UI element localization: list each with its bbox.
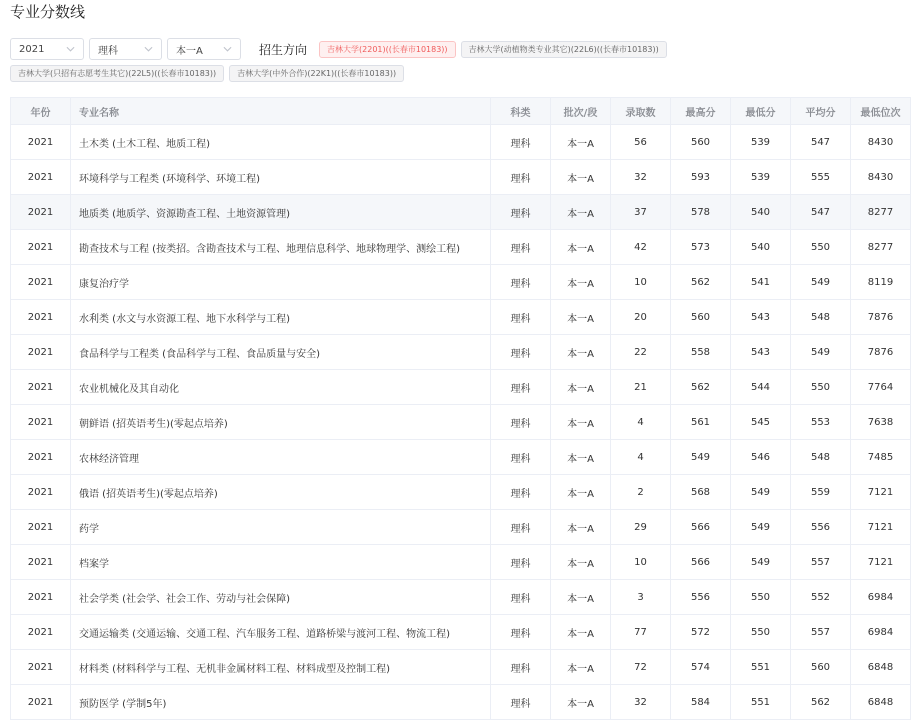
- cell-avg-score: 549: [791, 335, 851, 370]
- cell-max-score: 572: [671, 615, 731, 650]
- direction-tag[interactable]: 吉林大学(动植物类专业其它)(22L6)((长春市10183)): [461, 41, 667, 58]
- table-row[interactable]: [11, 335, 911, 370]
- table-row[interactable]: [11, 125, 911, 160]
- cell-admitted: 37: [611, 195, 671, 230]
- cell-batch: 本一A: [551, 370, 611, 405]
- cell-min-rank: 7764: [851, 370, 911, 405]
- cell-major: 食品科学与工程类 (食品科学与工程、食品质量与安全): [71, 335, 491, 370]
- cell-min-score: 543: [731, 335, 791, 370]
- cell-subject: 理科: [491, 545, 551, 580]
- cell-batch: 本一A: [551, 195, 611, 230]
- cell-major: 材料类 (材料科学与工程、无机非金属材料工程、材料成型及控制工程): [71, 650, 491, 685]
- cell-min-rank: 7121: [851, 510, 911, 545]
- cell-year: 2021: [11, 545, 71, 580]
- cell-avg-score: 547: [791, 125, 851, 160]
- cell-avg-score: 560: [791, 650, 851, 685]
- cell-major: 土木类 (土木工程、地质工程): [71, 125, 491, 160]
- cell-min-score: 545: [731, 405, 791, 440]
- table-row[interactable]: [11, 685, 911, 720]
- cell-max-score: 584: [671, 685, 731, 720]
- cell-avg-score: 556: [791, 510, 851, 545]
- header-subject: 科类: [491, 98, 551, 125]
- cell-avg-score: 548: [791, 440, 851, 475]
- cell-max-score: 549: [671, 440, 731, 475]
- cell-min-score: 540: [731, 230, 791, 265]
- cell-admitted: 10: [611, 265, 671, 300]
- cell-year: 2021: [11, 685, 71, 720]
- cell-batch: 本一A: [551, 580, 611, 615]
- cell-min-score: 541: [731, 265, 791, 300]
- table-row[interactable]: [11, 370, 911, 405]
- cell-major: 地质类 (地质学、资源勘查工程、土地资源管理): [71, 195, 491, 230]
- cell-subject: 理科: [491, 510, 551, 545]
- cell-subject: 理科: [491, 160, 551, 195]
- cell-avg-score: 549: [791, 265, 851, 300]
- cell-max-score: 593: [671, 160, 731, 195]
- cell-min-score: 550: [731, 580, 791, 615]
- header-avg-score: 平均分: [791, 98, 851, 125]
- cell-min-score: 551: [731, 685, 791, 720]
- subject-select[interactable]: [89, 38, 162, 60]
- cell-batch: 本一A: [551, 335, 611, 370]
- header-min-score: 最低分: [731, 98, 791, 125]
- table-row[interactable]: [11, 160, 911, 195]
- cell-subject: 理科: [491, 475, 551, 510]
- chevron-down-icon: [65, 44, 75, 54]
- cell-avg-score: 557: [791, 545, 851, 580]
- cell-year: 2021: [11, 405, 71, 440]
- cell-year: 2021: [11, 650, 71, 685]
- cell-batch: 本一A: [551, 510, 611, 545]
- cell-admitted: 32: [611, 685, 671, 720]
- cell-min-score: 551: [731, 650, 791, 685]
- cell-max-score: 573: [671, 230, 731, 265]
- cell-major: 水利类 (水文与水资源工程、地下水科学与工程): [71, 300, 491, 335]
- cell-major: 农业机械化及其自动化: [71, 370, 491, 405]
- cell-batch: 本一A: [551, 440, 611, 475]
- cell-subject: 理科: [491, 405, 551, 440]
- cell-subject: 理科: [491, 265, 551, 300]
- cell-year: 2021: [11, 580, 71, 615]
- cell-admitted: 77: [611, 615, 671, 650]
- cell-batch: 本一A: [551, 615, 611, 650]
- cell-year: 2021: [11, 125, 71, 160]
- cell-subject: 理科: [491, 650, 551, 685]
- cell-min-rank: 8430: [851, 160, 911, 195]
- cell-batch: 本一A: [551, 650, 611, 685]
- cell-avg-score: 547: [791, 195, 851, 230]
- cell-subject: 理科: [491, 580, 551, 615]
- cell-avg-score: 548: [791, 300, 851, 335]
- cell-avg-score: 553: [791, 405, 851, 440]
- filter-bar: [10, 38, 672, 60]
- cell-year: 2021: [11, 265, 71, 300]
- cell-avg-score: 555: [791, 160, 851, 195]
- cell-batch: 本一A: [551, 545, 611, 580]
- table-row[interactable]: [11, 405, 911, 440]
- cell-year: 2021: [11, 510, 71, 545]
- cell-min-score: 544: [731, 370, 791, 405]
- year-select-value: 2021: [19, 43, 45, 55]
- cell-max-score: 574: [671, 650, 731, 685]
- cell-subject: 理科: [491, 335, 551, 370]
- cell-admitted: 3: [611, 580, 671, 615]
- page-title: 专业分数线: [10, 3, 86, 21]
- table-row[interactable]: [11, 440, 911, 475]
- cell-major: 交通运输类 (交通运输、交通工程、汽车服务工程、道路桥梁与渡河工程、物流工程): [71, 615, 491, 650]
- cell-avg-score: 550: [791, 370, 851, 405]
- table-row[interactable]: [11, 650, 911, 685]
- cell-batch: 本一A: [551, 230, 611, 265]
- cell-year: 2021: [11, 615, 71, 650]
- cell-min-score: 549: [731, 545, 791, 580]
- cell-year: 2021: [11, 300, 71, 335]
- cell-min-rank: 8277: [851, 230, 911, 265]
- subject-select-value: 理科: [98, 45, 118, 57]
- cell-year: 2021: [11, 440, 71, 475]
- table-header-row: [11, 98, 911, 125]
- cell-batch: 本一A: [551, 160, 611, 195]
- cell-min-score: 540: [731, 195, 791, 230]
- cell-year: 2021: [11, 160, 71, 195]
- cell-min-rank: 7638: [851, 405, 911, 440]
- cell-subject: 理科: [491, 300, 551, 335]
- header-year: 年份: [11, 98, 71, 125]
- cell-admitted: 42: [611, 230, 671, 265]
- cell-min-rank: 8277: [851, 195, 911, 230]
- cell-admitted: 29: [611, 510, 671, 545]
- cell-max-score: 566: [671, 510, 731, 545]
- cell-min-score: 546: [731, 440, 791, 475]
- cell-min-rank: 7121: [851, 545, 911, 580]
- cell-year: 2021: [11, 195, 71, 230]
- table-body: [11, 125, 911, 720]
- cell-batch: 本一A: [551, 685, 611, 720]
- cell-subject: 理科: [491, 195, 551, 230]
- cell-avg-score: 562: [791, 685, 851, 720]
- batch-select[interactable]: [167, 38, 241, 60]
- cell-min-rank: 6984: [851, 580, 911, 615]
- header-batch: 批次/段: [551, 98, 611, 125]
- cell-min-score: 549: [731, 510, 791, 545]
- cell-max-score: 560: [671, 125, 731, 160]
- cell-batch: 本一A: [551, 475, 611, 510]
- cell-min-score: 539: [731, 160, 791, 195]
- direction-tag[interactable]: 吉林大学(中外合作)(22K1)((长春市10183)): [229, 65, 404, 82]
- table-row[interactable]: [11, 230, 911, 265]
- cell-major: 预防医学 (学制5年): [71, 685, 491, 720]
- cell-min-rank: 7485: [851, 440, 911, 475]
- cell-max-score: 560: [671, 300, 731, 335]
- cell-batch: 本一A: [551, 265, 611, 300]
- cell-subject: 理科: [491, 615, 551, 650]
- cell-major: 俄语 (招英语考生)(零起点培养): [71, 475, 491, 510]
- direction-tag[interactable]: 吉林大学(只招有志愿考生其它)(22L5)((长春市10183)): [10, 65, 224, 82]
- cell-major: 勘查技术与工程 (按类招。含勘查技术与工程、地理信息科学、地球物理学、测绘工程): [71, 230, 491, 265]
- cell-min-rank: 7876: [851, 335, 911, 370]
- cell-avg-score: 557: [791, 615, 851, 650]
- direction-tags-row-2: [10, 65, 409, 82]
- cell-max-score: 566: [671, 545, 731, 580]
- cell-batch: 本一A: [551, 125, 611, 160]
- cell-batch: 本一A: [551, 300, 611, 335]
- cell-batch: 本一A: [551, 405, 611, 440]
- table-row[interactable]: [11, 195, 911, 230]
- cell-admitted: 22: [611, 335, 671, 370]
- direction-label: 招生方向: [259, 42, 308, 57]
- cell-admitted: 4: [611, 405, 671, 440]
- cell-max-score: 568: [671, 475, 731, 510]
- header-max-score: 最高分: [671, 98, 731, 125]
- cell-subject: 理科: [491, 440, 551, 475]
- cell-major: 康复治疗学: [71, 265, 491, 300]
- cell-major: 农林经济管理: [71, 440, 491, 475]
- cell-major: 社会学类 (社会学、社会工作、劳动与社会保障): [71, 580, 491, 615]
- cell-max-score: 561: [671, 405, 731, 440]
- cell-year: 2021: [11, 370, 71, 405]
- year-select[interactable]: [10, 38, 84, 60]
- cell-subject: 理科: [491, 125, 551, 160]
- cell-major: 档案学: [71, 545, 491, 580]
- cell-avg-score: 559: [791, 475, 851, 510]
- table-row[interactable]: [11, 265, 911, 300]
- cell-year: 2021: [11, 475, 71, 510]
- cell-major: 环境科学与工程类 (环境科学、环境工程): [71, 160, 491, 195]
- batch-select-value: 本一A: [176, 45, 203, 57]
- chevron-down-icon: [143, 44, 153, 54]
- cell-admitted: 2: [611, 475, 671, 510]
- cell-min-score: 539: [731, 125, 791, 160]
- cell-max-score: 556: [671, 580, 731, 615]
- score-table: [10, 97, 911, 720]
- cell-year: 2021: [11, 230, 71, 265]
- cell-max-score: 562: [671, 265, 731, 300]
- table-row[interactable]: [11, 510, 911, 545]
- cell-admitted: 20: [611, 300, 671, 335]
- cell-min-score: 543: [731, 300, 791, 335]
- chevron-down-icon: [222, 44, 232, 54]
- cell-avg-score: 552: [791, 580, 851, 615]
- direction-tag[interactable]: 吉林大学(2201)((长春市10183)): [319, 41, 456, 58]
- cell-admitted: 56: [611, 125, 671, 160]
- table-row[interactable]: [11, 300, 911, 335]
- table-row[interactable]: [11, 615, 911, 650]
- cell-admitted: 32: [611, 160, 671, 195]
- cell-min-rank: 6848: [851, 650, 911, 685]
- table-row[interactable]: [11, 475, 911, 510]
- table-row[interactable]: [11, 580, 911, 615]
- cell-major: 朝鲜语 (招英语考生)(零起点培养): [71, 405, 491, 440]
- cell-year: 2021: [11, 335, 71, 370]
- cell-admitted: 21: [611, 370, 671, 405]
- cell-min-rank: 7121: [851, 475, 911, 510]
- cell-subject: 理科: [491, 370, 551, 405]
- cell-min-rank: 8430: [851, 125, 911, 160]
- header-min-rank: 最低位次: [851, 98, 911, 125]
- cell-max-score: 562: [671, 370, 731, 405]
- cell-min-rank: 7876: [851, 300, 911, 335]
- cell-min-score: 550: [731, 615, 791, 650]
- score-table-container: [10, 97, 910, 720]
- cell-admitted: 72: [611, 650, 671, 685]
- cell-subject: 理科: [491, 230, 551, 265]
- header-major: 专业名称: [71, 98, 491, 125]
- cell-min-score: 549: [731, 475, 791, 510]
- cell-avg-score: 550: [791, 230, 851, 265]
- cell-admitted: 4: [611, 440, 671, 475]
- cell-min-rank: 6984: [851, 615, 911, 650]
- cell-major: 药学: [71, 510, 491, 545]
- cell-admitted: 10: [611, 545, 671, 580]
- table-row[interactable]: [11, 545, 911, 580]
- cell-max-score: 578: [671, 195, 731, 230]
- cell-subject: 理科: [491, 685, 551, 720]
- cell-min-rank: 6848: [851, 685, 911, 720]
- cell-min-rank: 8119: [851, 265, 911, 300]
- cell-max-score: 558: [671, 335, 731, 370]
- header-admitted: 录取数: [611, 98, 671, 125]
